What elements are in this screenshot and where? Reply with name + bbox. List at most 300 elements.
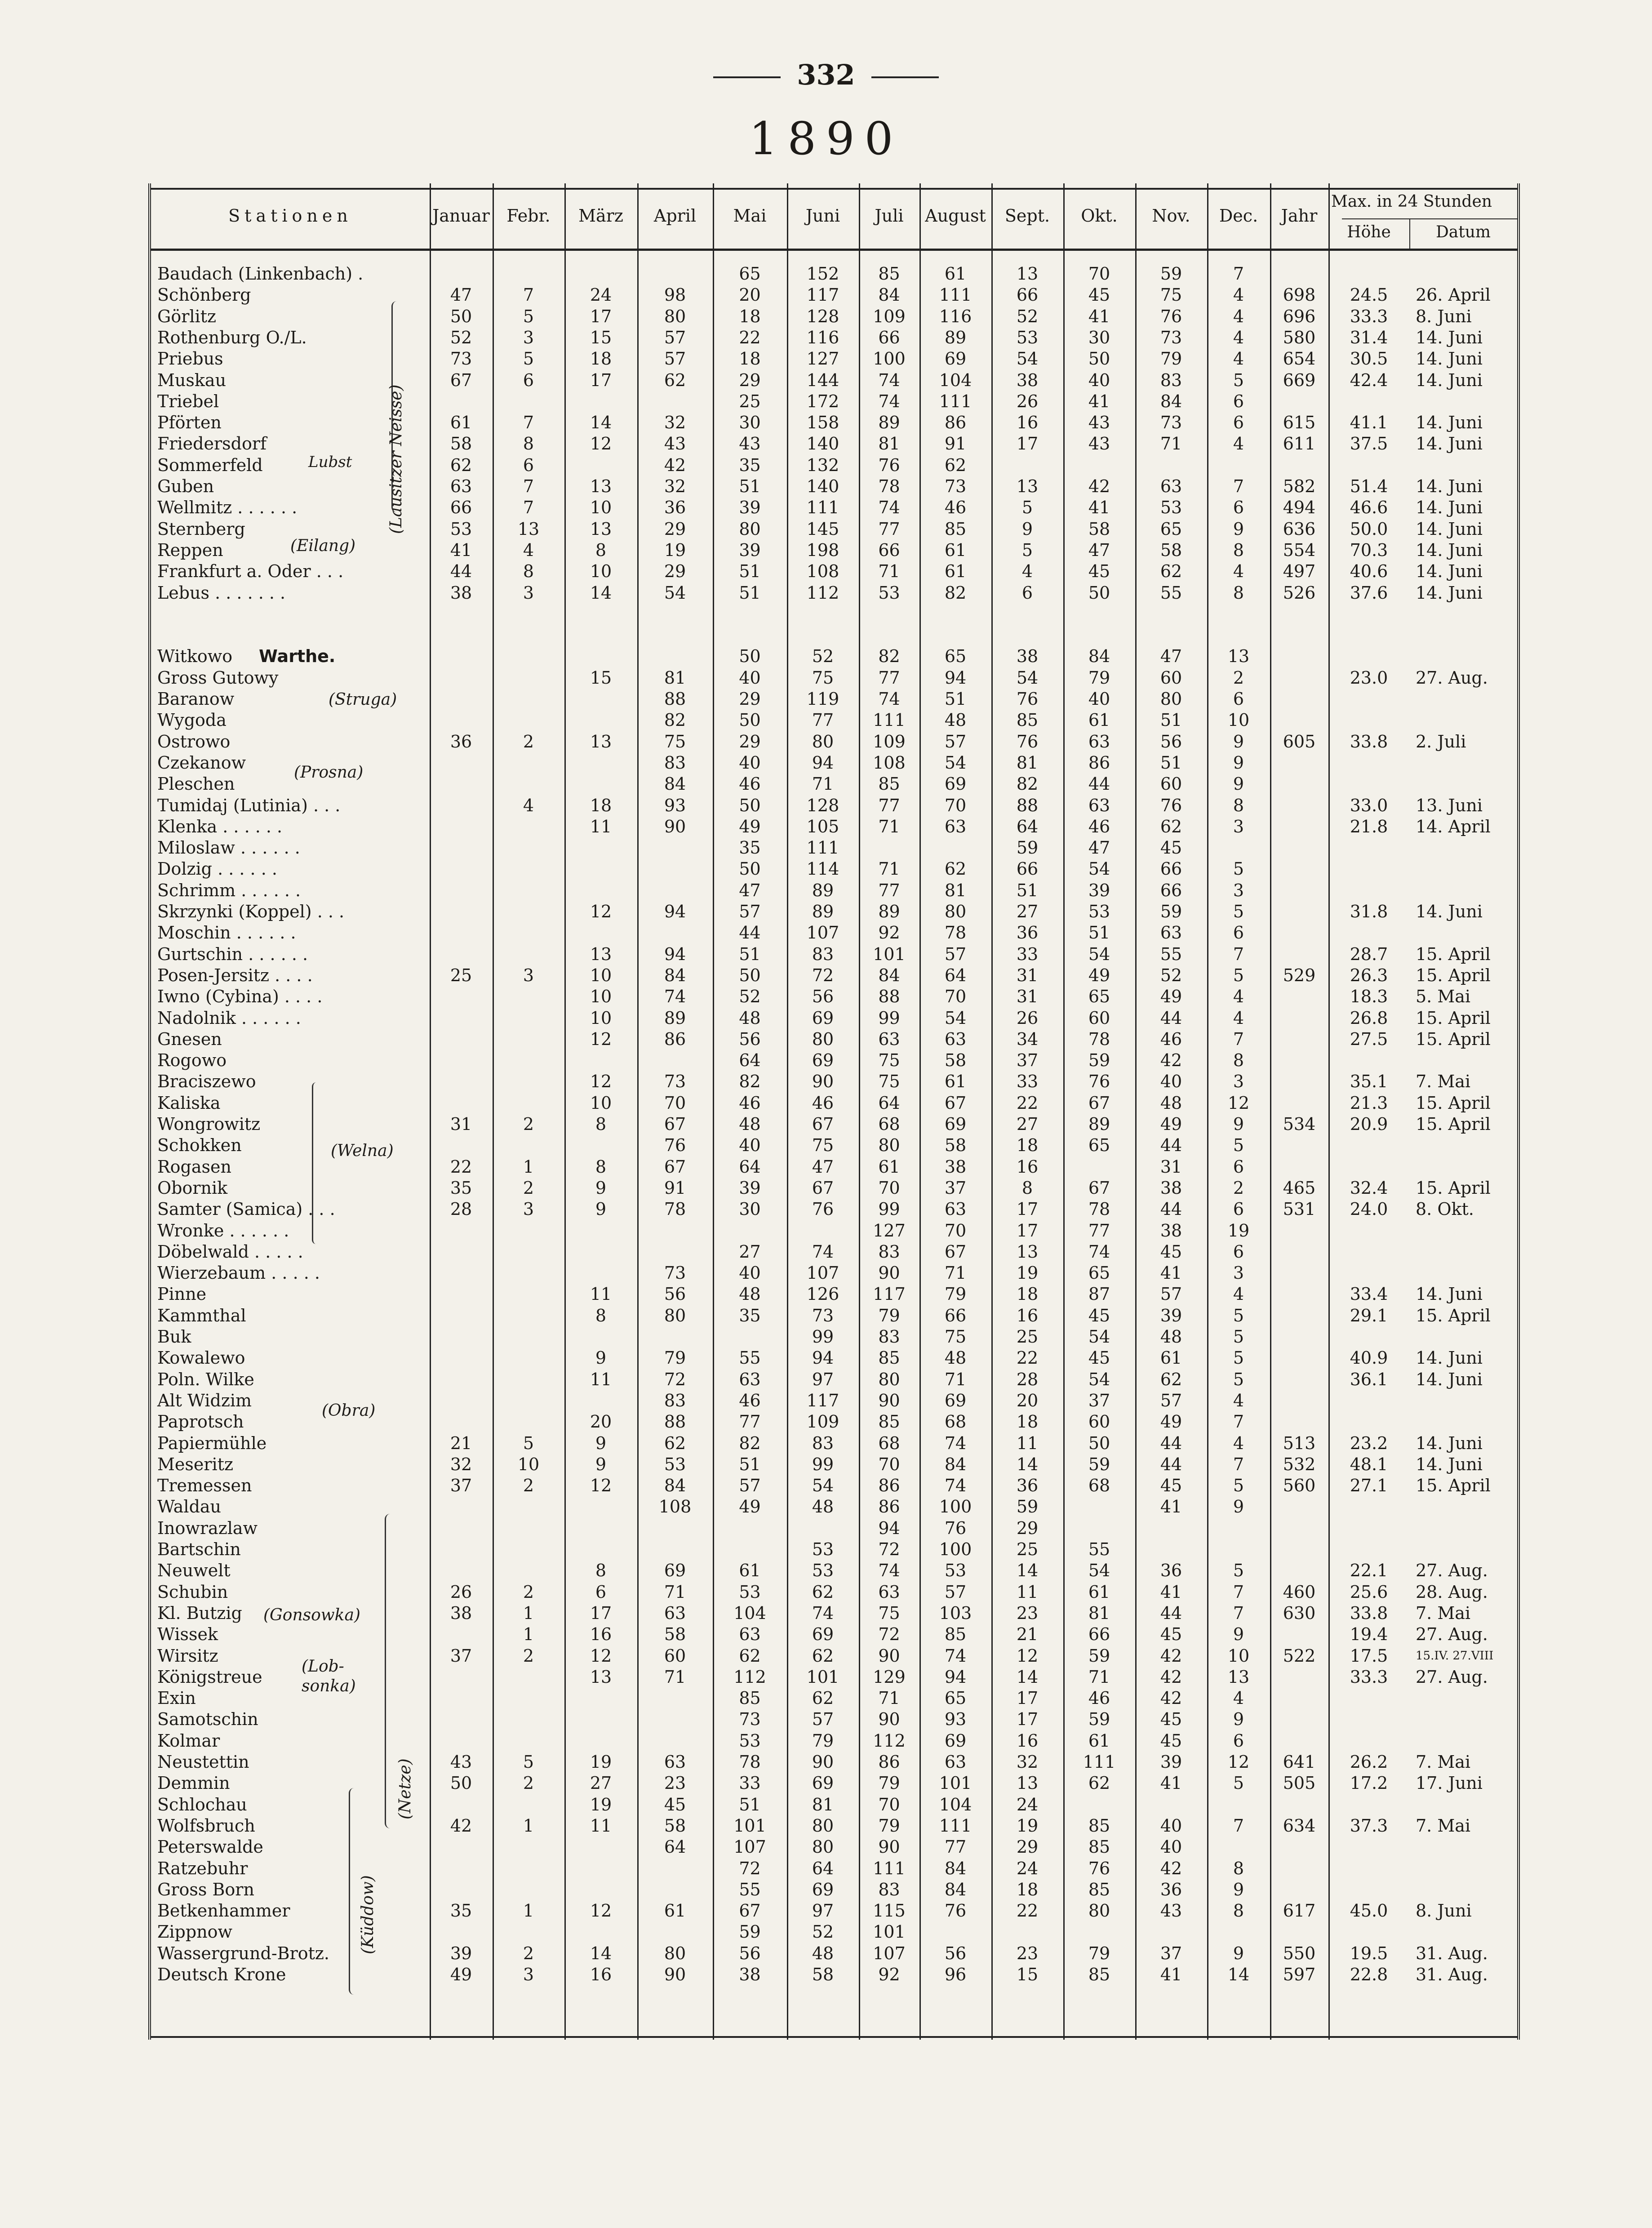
station-name: Wellmitz . . . . . . [157, 498, 298, 518]
value-cell: 90 [812, 1752, 834, 1772]
station-name: Exin [157, 1688, 196, 1708]
value-cell: 78 [944, 923, 967, 943]
value-cell: 8 [1233, 583, 1244, 603]
value-cell: 73 [944, 476, 967, 496]
value-cell: 497 [1283, 561, 1316, 582]
value-cell: 465 [1283, 1178, 1316, 1198]
value-cell: 94 [944, 667, 967, 688]
value-cell: 117 [806, 1390, 839, 1410]
value-cell: 5 [1233, 1348, 1244, 1368]
value-cell: 29 [739, 370, 761, 390]
value-cell: 59 [1088, 1645, 1110, 1666]
table-row [151, 455, 1517, 476]
value-cell: 101 [873, 1922, 906, 1942]
value-cell: 44 [1160, 1454, 1182, 1474]
value-cell: 117 [873, 1284, 906, 1304]
station-name: Witkowo [157, 646, 233, 667]
value-cell: 7 [1233, 1582, 1244, 1602]
value-cell: 80 [944, 902, 967, 921]
value-cell: 14. April [1416, 816, 1491, 836]
value-cell: 48 [812, 1943, 834, 1963]
value-cell: 40 [739, 667, 761, 688]
value-cell: 81 [944, 880, 967, 900]
value-cell: 31. Aug. [1416, 1965, 1488, 1984]
value-cell: 22.8 [1350, 1965, 1388, 1984]
value-cell: 19 [1016, 1815, 1039, 1836]
brace-kueddow [349, 1788, 359, 1995]
value-cell: 47 [739, 880, 761, 900]
value-cell: 85 [878, 774, 900, 794]
value-cell: 75 [812, 1135, 834, 1156]
value-cell: 55 [739, 1348, 761, 1368]
table-row [151, 1518, 1517, 1539]
value-cell: 8 [1233, 795, 1244, 815]
value-cell: 86 [878, 1476, 900, 1496]
table-row [151, 646, 1517, 667]
station-name: Miloslaw . . . . . . [157, 838, 300, 858]
value-cell: 36 [1160, 1879, 1182, 1899]
value-cell: 50 [739, 795, 761, 815]
value-cell: 14 [1227, 1965, 1250, 1984]
value-cell: 48 [944, 710, 967, 730]
annotation-eilang: (Eilang) [290, 537, 356, 555]
value-cell: 3 [1233, 816, 1244, 836]
value-cell: 53 [739, 1730, 761, 1751]
value-cell: 49 [739, 1497, 761, 1517]
value-cell: 111 [873, 1858, 906, 1878]
value-cell: 12 [590, 1072, 612, 1092]
value-cell: 144 [806, 370, 839, 390]
value-cell: 49 [1160, 1114, 1182, 1134]
value-cell: 38 [450, 583, 472, 603]
value-cell: 48 [739, 1114, 761, 1134]
value-cell: 90 [664, 1965, 686, 1984]
value-cell: 69 [944, 1730, 967, 1751]
table-row [151, 1220, 1517, 1241]
value-cell: 94 [664, 902, 686, 921]
value-cell: 12 [590, 434, 612, 454]
station-name: Kammthal [157, 1305, 246, 1325]
station-name: Neuwelt [157, 1561, 231, 1581]
station-name: Frankfurt a. Oder . . . [157, 561, 344, 582]
value-cell: 15 [590, 327, 612, 347]
value-cell: 29 [664, 561, 686, 582]
value-cell: 89 [878, 413, 900, 433]
annotation-welna: (Welna) [331, 1142, 394, 1160]
value-cell: 70 [944, 795, 967, 815]
value-cell: 16 [1016, 1730, 1039, 1751]
value-cell: 29 [1016, 1837, 1039, 1857]
value-cell: 75 [878, 1603, 900, 1623]
value-cell: 94 [878, 1518, 900, 1538]
value-cell: 62 [1160, 1369, 1182, 1389]
value-cell: 39 [1160, 1305, 1182, 1325]
value-cell: 32 [664, 476, 686, 496]
value-cell: 5 [1233, 1135, 1244, 1156]
value-cell: 72 [812, 965, 834, 985]
value-cell: 93 [944, 1709, 967, 1730]
header-month: Dec. [1219, 206, 1258, 226]
value-cell: 54 [1016, 667, 1039, 688]
value-cell: 42 [1160, 1667, 1182, 1687]
value-cell: 2 [1233, 1178, 1244, 1198]
station-name: Schönberg [157, 285, 251, 305]
value-cell: 41 [450, 540, 472, 560]
value-cell: 5 [1233, 965, 1244, 985]
value-cell: 85 [1016, 710, 1039, 730]
value-cell: 9 [1233, 752, 1244, 773]
value-cell: 67 [739, 1901, 761, 1921]
value-cell: 37.5 [1350, 434, 1388, 454]
value-cell: 19 [1016, 1263, 1039, 1283]
value-cell: 84 [664, 1476, 686, 1496]
value-cell: 54 [944, 1008, 967, 1028]
value-cell: 13 [1016, 1773, 1039, 1793]
value-cell: 12 [590, 1901, 612, 1921]
value-cell: 51 [739, 944, 761, 964]
value-cell: 85 [878, 1412, 900, 1432]
value-cell: 12 [1227, 1752, 1250, 1772]
value-cell: 597 [1283, 1965, 1316, 1984]
value-cell: 1 [523, 1156, 534, 1177]
value-cell: 40 [1088, 370, 1110, 390]
value-cell: 46 [1088, 1688, 1110, 1708]
table-row [151, 263, 1517, 285]
value-cell: 58 [1160, 540, 1182, 560]
table-row [151, 1008, 1517, 1029]
value-cell: 84 [664, 774, 686, 794]
value-cell: 18 [1016, 1412, 1039, 1432]
value-cell: 82 [739, 1072, 761, 1092]
value-cell: 7 [1233, 1815, 1244, 1836]
value-cell: 76 [664, 1135, 686, 1156]
value-cell: 198 [806, 540, 839, 560]
value-cell: 51 [1016, 880, 1039, 900]
value-cell: 145 [806, 519, 839, 539]
value-cell: 68 [1088, 1476, 1110, 1496]
value-cell: 39 [1088, 880, 1110, 900]
value-cell: 50 [1088, 1433, 1110, 1453]
value-cell: 44 [1160, 1199, 1182, 1219]
table-row [151, 986, 1517, 1007]
value-cell: 112 [806, 583, 839, 603]
value-cell: 37 [1016, 1050, 1039, 1071]
value-cell: 57 [739, 1476, 761, 1496]
value-cell: 88 [1016, 795, 1039, 815]
value-cell: 77 [878, 667, 900, 688]
value-cell: 55 [739, 1879, 761, 1899]
station-name: Tumidaj (Lutinia) . . . [157, 795, 341, 815]
value-cell: 116 [806, 327, 839, 347]
value-cell: 71 [664, 1582, 686, 1602]
value-cell: 54 [1088, 1327, 1110, 1347]
value-cell: 67 [664, 1156, 686, 1177]
value-cell: 78 [1088, 1199, 1110, 1219]
value-cell: 74 [878, 370, 900, 390]
value-cell: 67 [450, 370, 472, 390]
table-row [151, 710, 1517, 731]
station-name: Peterswalde [157, 1837, 263, 1857]
value-cell: 101 [939, 1773, 972, 1793]
value-cell: 74 [944, 1645, 967, 1666]
station-name: Wirsitz [157, 1645, 218, 1666]
value-cell: 85 [1088, 1879, 1110, 1899]
value-cell: 14. Juni [1416, 1369, 1483, 1389]
table-row [151, 1347, 1517, 1369]
value-cell: 554 [1283, 540, 1316, 560]
value-cell: 28. Aug. [1416, 1582, 1488, 1602]
value-cell: 15. April [1416, 1476, 1491, 1496]
value-cell: 49 [450, 1965, 472, 1984]
value-cell: 111 [939, 1815, 972, 1836]
value-cell: 9 [595, 1348, 607, 1368]
value-cell: 14. Juni [1416, 1433, 1483, 1453]
table-row [151, 1305, 1517, 1326]
value-cell: 19 [664, 540, 686, 560]
value-cell: 12 [590, 1476, 612, 1496]
value-cell: 21 [450, 1433, 472, 1453]
value-cell: 1 [523, 1815, 534, 1836]
value-cell: 84 [1160, 391, 1182, 411]
value-cell: 37 [1088, 1390, 1110, 1410]
value-cell: 15. April [1416, 965, 1491, 985]
value-cell: 40 [739, 1135, 761, 1156]
value-cell: 13 [590, 476, 612, 496]
value-cell: 9 [1233, 1709, 1244, 1730]
value-cell: 99 [878, 1199, 900, 1219]
value-cell: 61 [944, 561, 967, 582]
value-cell: 41 [1160, 1263, 1182, 1283]
value-cell: 605 [1283, 731, 1316, 752]
station-name: Guben [157, 476, 214, 496]
value-cell: 56 [812, 987, 834, 1007]
value-cell: 67 [664, 1114, 686, 1134]
value-cell: 81 [1088, 1603, 1110, 1623]
value-cell: 5 [1233, 902, 1244, 921]
value-cell: 5 [1233, 1327, 1244, 1347]
value-cell: 90 [878, 1709, 900, 1730]
value-cell: 80 [739, 519, 761, 539]
value-cell: 52 [450, 327, 472, 347]
value-cell: 107 [806, 1263, 839, 1283]
value-cell: 53 [1088, 902, 1110, 921]
table-row [151, 667, 1517, 689]
value-cell: 91 [664, 1178, 686, 1198]
value-cell: 99 [878, 1008, 900, 1028]
value-cell: 50 [450, 1773, 472, 1793]
table-row [151, 1582, 1517, 1603]
value-cell: 70 [878, 1794, 900, 1814]
value-cell: 14. Juni [1416, 349, 1483, 369]
value-cell: 6 [595, 1582, 607, 1602]
annotation-gonsowka: (Gonsowka) [263, 1606, 360, 1624]
value-cell: 9 [1233, 1879, 1244, 1899]
value-cell: 71 [878, 1688, 900, 1708]
value-cell: 56 [739, 1943, 761, 1963]
value-cell: 22 [1016, 1348, 1039, 1368]
value-cell: 19 [590, 1752, 612, 1772]
value-cell: 6 [1233, 1156, 1244, 1177]
value-cell: 61 [944, 264, 967, 284]
value-cell: 54 [812, 1476, 834, 1496]
value-cell: 36 [450, 731, 472, 752]
value-cell: 7 [1233, 476, 1244, 496]
table-row [151, 497, 1517, 518]
value-cell: 85 [878, 264, 900, 284]
value-cell: 59 [1088, 1050, 1110, 1071]
value-cell: 75 [1160, 285, 1182, 305]
value-cell: 18 [1016, 1879, 1039, 1899]
value-cell: 11 [590, 1284, 612, 1304]
table-row [151, 1284, 1517, 1305]
value-cell: 47 [1088, 838, 1110, 858]
value-cell: 71 [944, 1263, 967, 1283]
station-name: Schubin [157, 1582, 228, 1602]
value-cell: 85 [878, 1348, 900, 1368]
value-cell: 80 [878, 1135, 900, 1156]
value-cell: 86 [878, 1752, 900, 1772]
value-cell: 87 [1088, 1284, 1110, 1304]
value-cell: 50 [739, 646, 761, 667]
station-name: Deutsch Krone [157, 1965, 286, 1984]
value-cell: 43 [1088, 434, 1110, 454]
value-cell: 30.5 [1350, 349, 1388, 369]
station-name: Pinne [157, 1284, 207, 1304]
value-cell: 69 [944, 1390, 967, 1410]
value-cell: 75 [878, 1050, 900, 1071]
value-cell: 5 [523, 306, 534, 326]
value-cell: 36 [664, 498, 686, 518]
value-cell: 73 [664, 1263, 686, 1283]
value-cell: 70 [944, 987, 967, 1007]
value-cell: 111 [939, 391, 972, 411]
value-cell: 7. Mai [1416, 1603, 1471, 1623]
station-name: Kl. Butzig [157, 1603, 242, 1623]
value-cell: 4 [1233, 561, 1244, 582]
value-cell: 14. Juni [1416, 583, 1483, 603]
value-cell: 17.2 [1350, 1773, 1388, 1793]
value-cell: 57 [1160, 1390, 1182, 1410]
value-cell: 13 [1227, 1667, 1250, 1687]
value-cell: 71 [664, 1667, 686, 1687]
value-cell: 26.8 [1350, 1008, 1388, 1028]
value-cell: 39 [1160, 1752, 1182, 1772]
value-cell: 26.3 [1350, 965, 1388, 985]
value-cell: 8. Juni [1416, 306, 1472, 326]
value-cell: 26.2 [1350, 1752, 1388, 1772]
value-cell: 9 [1233, 1497, 1244, 1517]
value-cell: 77 [878, 795, 900, 815]
value-cell: 42 [664, 455, 686, 475]
value-cell: 79 [944, 1284, 967, 1304]
table-row [151, 901, 1517, 922]
value-cell: 65 [1088, 1263, 1110, 1283]
station-name: Gross Born [157, 1879, 254, 1899]
value-cell: 38 [1016, 370, 1039, 390]
value-cell: 61 [1160, 1348, 1182, 1368]
value-cell: 13 [1016, 476, 1039, 496]
station-name: Sternberg [157, 519, 245, 539]
value-cell: 63 [944, 1029, 967, 1049]
value-cell: 40 [739, 752, 761, 773]
value-cell: 69 [812, 1773, 834, 1793]
value-cell: 84 [1088, 646, 1110, 667]
value-cell: 62 [1088, 1773, 1110, 1793]
station-name: Wronke . . . . . . [157, 1220, 289, 1241]
value-cell: 43 [450, 1752, 472, 1772]
value-cell: 505 [1283, 1773, 1316, 1793]
value-cell: 550 [1283, 1943, 1316, 1963]
value-cell: 63 [1088, 731, 1110, 752]
value-cell: 696 [1283, 306, 1316, 326]
value-cell: 51 [739, 476, 761, 496]
value-cell: 10 [590, 987, 612, 1007]
table-row [151, 1369, 1517, 1390]
value-cell: 43 [1160, 1901, 1182, 1921]
value-cell: 76 [1016, 689, 1039, 709]
value-cell: 33.8 [1350, 731, 1388, 752]
value-cell: 52 [812, 1922, 834, 1942]
value-cell: 52 [1016, 306, 1039, 326]
value-cell: 74 [812, 1241, 834, 1262]
value-cell: 29.1 [1350, 1305, 1388, 1325]
value-cell: 81 [1016, 752, 1039, 773]
value-cell: 50 [739, 965, 761, 985]
value-cell: 69 [944, 774, 967, 794]
value-cell: 52 [812, 646, 834, 667]
value-cell: 2 [523, 1582, 534, 1602]
station-name: Poln. Wilke [157, 1369, 254, 1389]
value-cell: 66 [1016, 285, 1039, 305]
table-row [151, 604, 1517, 625]
value-cell: 10 [590, 498, 612, 518]
value-cell: 57 [664, 349, 686, 369]
value-cell: 17 [590, 306, 612, 326]
value-cell: 44 [450, 561, 472, 582]
value-cell: 66 [944, 1305, 967, 1325]
value-cell: 85 [944, 519, 967, 539]
value-cell: 56 [664, 1284, 686, 1304]
table-row [151, 370, 1517, 391]
value-cell: 71 [944, 1369, 967, 1389]
value-cell: 611 [1283, 434, 1316, 454]
value-cell: 23.2 [1350, 1433, 1388, 1453]
value-cell: 9 [595, 1454, 607, 1474]
value-cell: 15. April [1416, 1114, 1491, 1134]
value-cell: 79 [1088, 1943, 1110, 1963]
value-cell: 66 [1160, 859, 1182, 879]
value-cell: 48 [739, 1008, 761, 1028]
value-cell: 38 [1016, 646, 1039, 667]
value-cell: 89 [812, 902, 834, 921]
value-cell: 54 [1088, 944, 1110, 964]
value-cell: 15. April [1416, 1029, 1491, 1049]
value-cell: 37 [944, 1178, 967, 1198]
table-row [151, 1178, 1517, 1199]
value-cell: 62 [812, 1688, 834, 1708]
value-cell: 60 [1160, 774, 1182, 794]
value-cell: 33 [1016, 944, 1039, 964]
value-cell: 51 [1160, 752, 1182, 773]
value-cell: 86 [944, 413, 967, 433]
value-cell: 64 [878, 1093, 900, 1113]
value-cell: 17 [1016, 1199, 1039, 1219]
value-cell: 3 [523, 1199, 534, 1219]
value-cell: 83 [812, 944, 834, 964]
value-cell: 2 [523, 1178, 534, 1198]
value-cell: 80 [812, 1815, 834, 1836]
value-cell: 44 [1160, 1135, 1182, 1156]
